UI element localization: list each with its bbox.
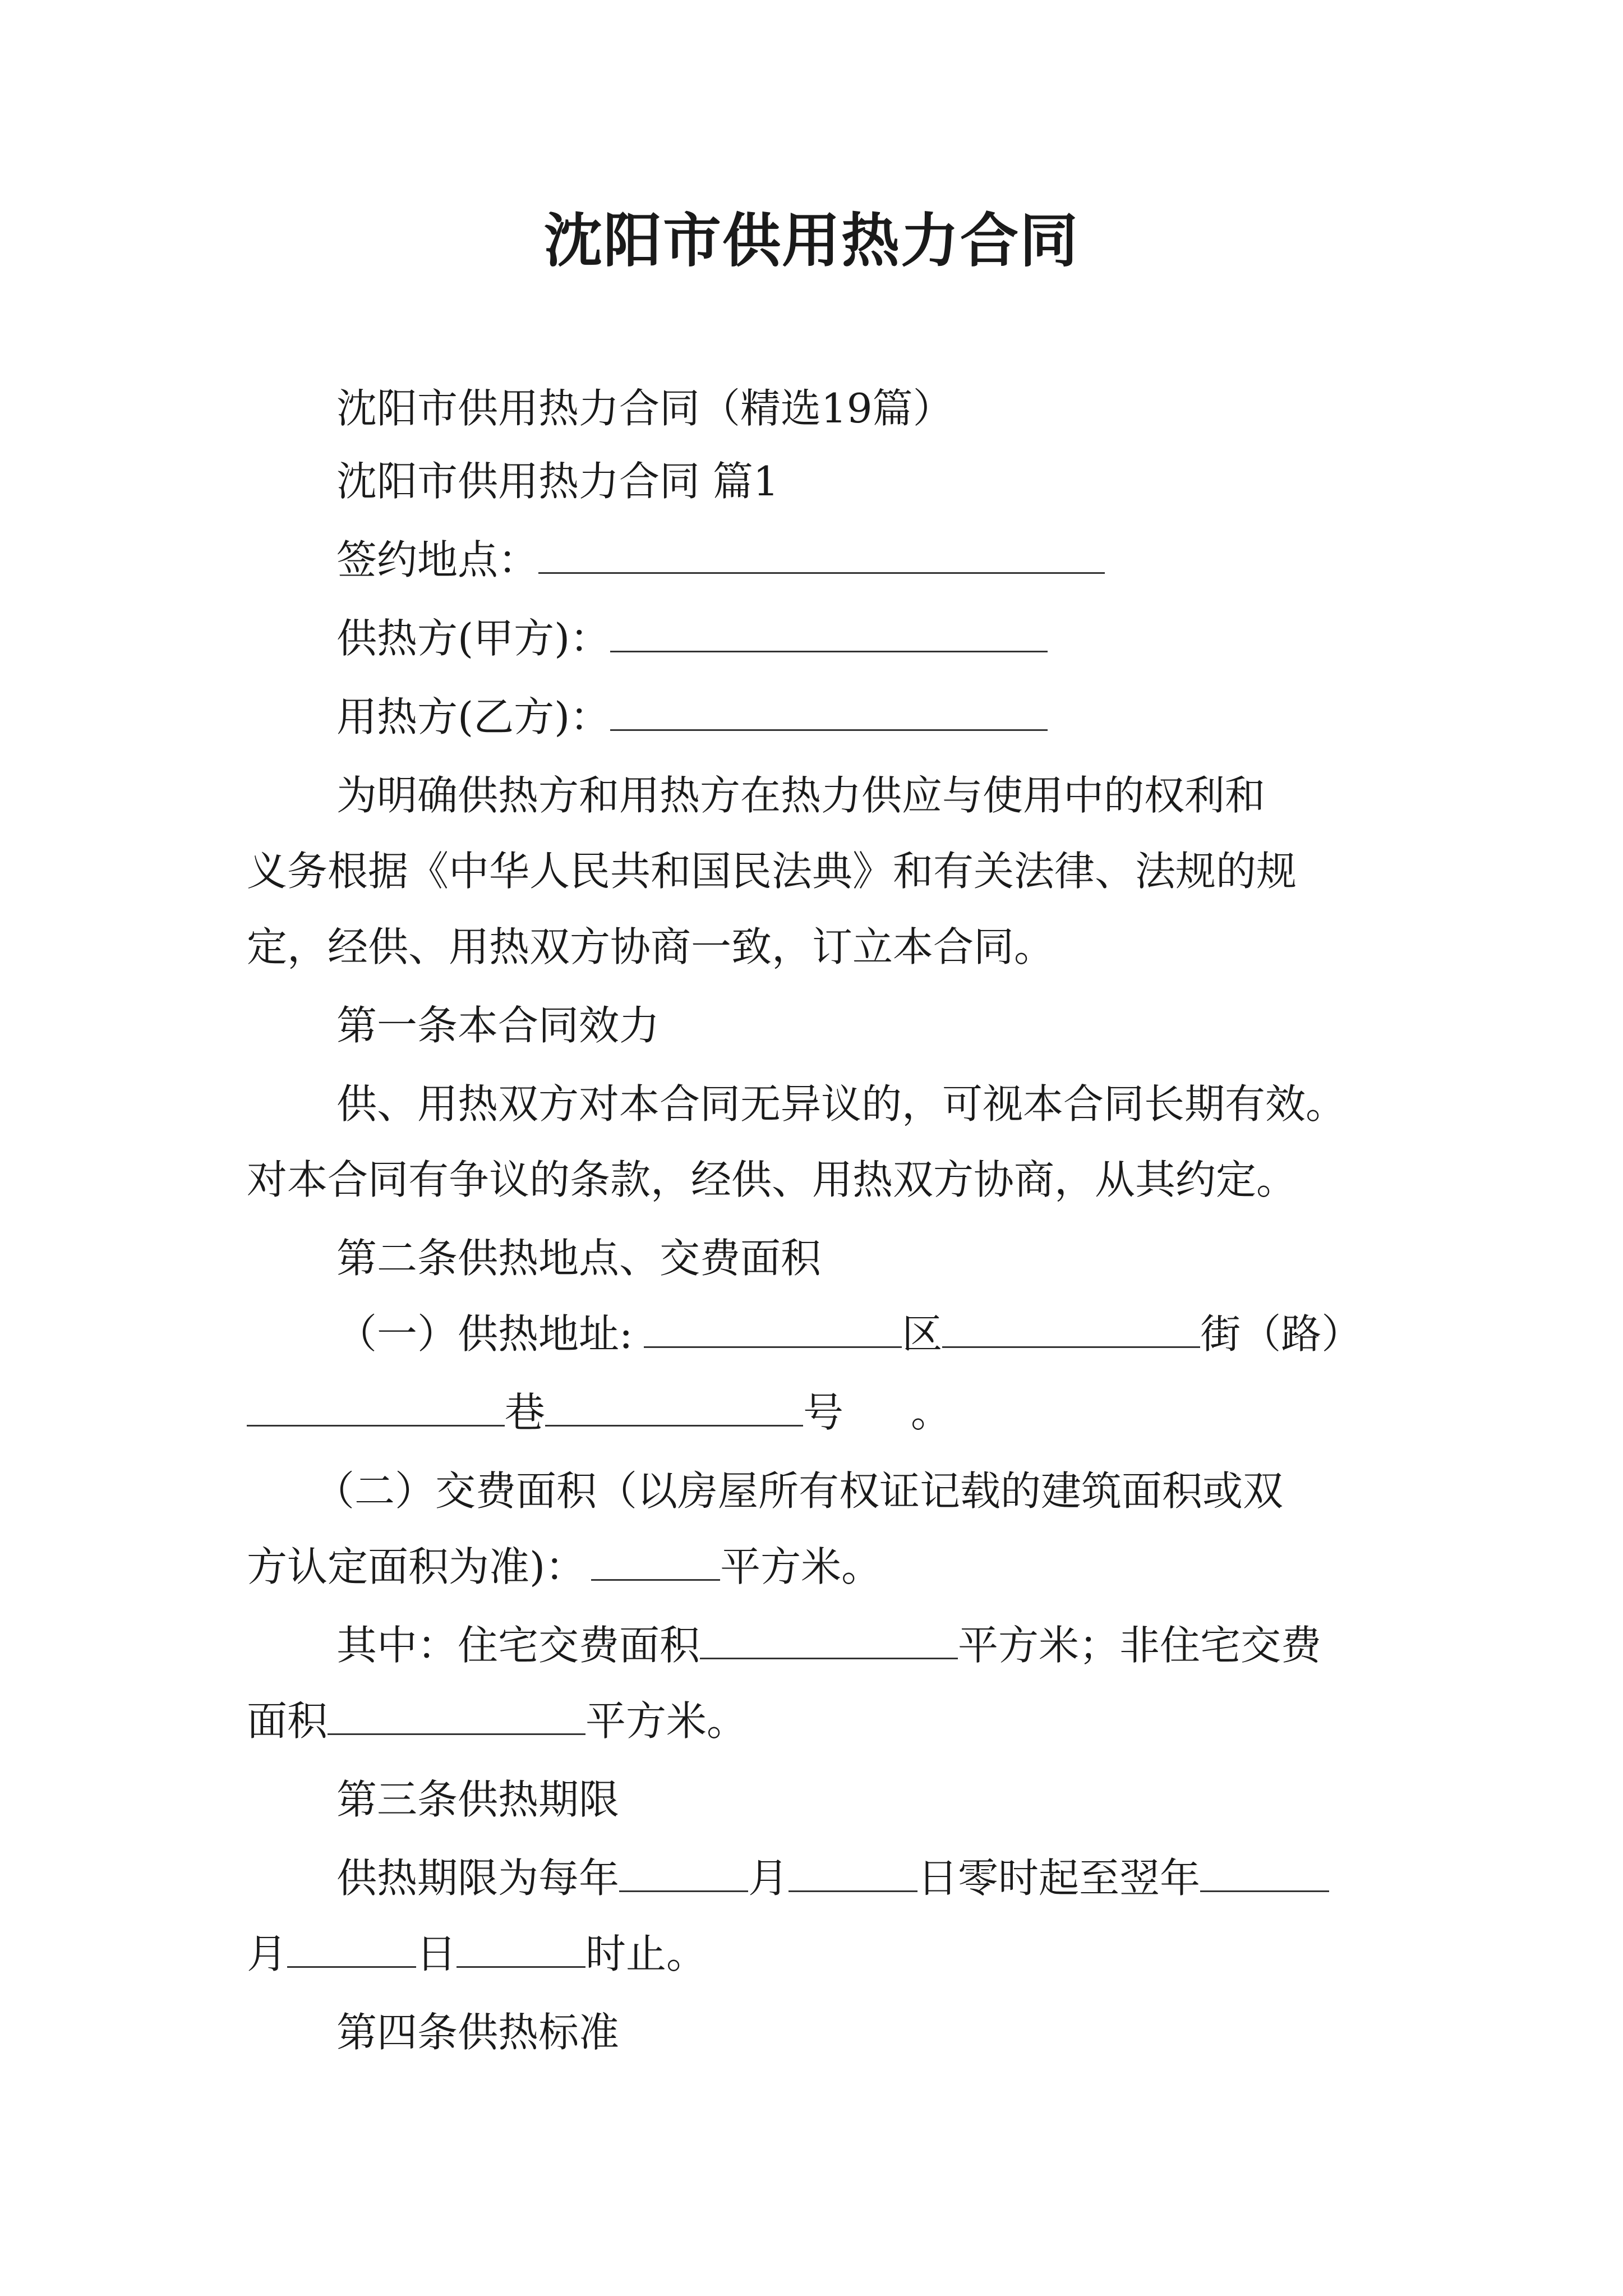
residential-blank: [700, 1621, 958, 1659]
area-text-1: （二）交费面积（以房屋所有权证记载的建筑面积或双: [314, 1467, 1284, 1515]
area-label: 方认定面积为准)：: [247, 1543, 586, 1590]
end-label: 时止。: [585, 1930, 707, 1977]
subtitle-collection: 沈阳市供用热力合同（精选19篇）: [336, 385, 953, 432]
area-unit: 平方米。: [720, 1543, 882, 1590]
district-label: 区: [902, 1310, 943, 1358]
para-purpose-3: 定，经供、用热双方协商一致，订立本合同。: [247, 923, 1055, 970]
end-day-label: 日: [416, 1930, 457, 1977]
subtitle-part: 沈阳市供用热力合同 篇1: [336, 458, 779, 505]
para-purpose-2: 义务根据《中华人民共和国民法典》和有关法律、法规的规: [247, 848, 1297, 895]
end-year-blank: [1200, 1853, 1329, 1892]
residential-unit: 平方米；非住宅交费: [958, 1622, 1322, 1669]
end-month-blank: [287, 1929, 416, 1968]
address-row-1: [336, 1307, 1492, 1361]
sign-place-blank: [538, 535, 1105, 574]
address-period: 。: [911, 1389, 952, 1436]
supplier-blank: [610, 614, 1048, 652]
number-label: 号: [803, 1389, 844, 1436]
nonresidential-unit: 平方米。: [585, 1697, 748, 1745]
address-row-2: [247, 1386, 1402, 1439]
supplier-label: 供热方(甲方)：: [336, 615, 611, 662]
para-purpose-1: 为明确供热方和用热方在热力供应与使用中的权利和: [336, 772, 1266, 819]
term-row-1: [336, 1851, 1492, 1905]
nonresidential-label: 面积: [247, 1697, 328, 1745]
article-1-text-1: 供、用热双方对本合同无异议的，可视本合同长期有效。: [336, 1080, 1347, 1128]
end-day-blank: [457, 1929, 585, 1968]
start-day-label: 日零时起至翌年: [917, 1855, 1201, 1902]
street-label: 街（路）: [1200, 1310, 1362, 1358]
district-blank: [644, 1309, 902, 1348]
article-1-text-2: 对本合同有争议的条款，经供、用热双方协商，从其约定。: [247, 1156, 1297, 1203]
user-blank: [610, 692, 1048, 731]
lane-label: 巷: [505, 1389, 546, 1436]
nonresidential-row: [247, 1694, 1402, 1748]
start-month-label: 月: [748, 1855, 789, 1902]
number-blank: [545, 1388, 803, 1427]
nonresidential-blank: [328, 1696, 585, 1735]
lane-blank: [247, 1388, 505, 1427]
sign-place-row: [336, 533, 1492, 587]
article-4-heading: 第四条供热标准: [336, 2009, 620, 2056]
start-month-blank: [619, 1853, 748, 1892]
residential-row: [336, 1618, 1492, 1672]
supplier-row: [336, 611, 1492, 665]
user-label: 用热方(乙方)：: [336, 693, 611, 740]
residential-label: 其中：住宅交费面积: [336, 1622, 700, 1669]
street-blank: [942, 1309, 1200, 1348]
term-label: 供热期限为每年: [336, 1855, 620, 1902]
user-row: [336, 690, 1492, 744]
area-row-2: [247, 1540, 1402, 1594]
address-label: （一）供热地址:: [336, 1310, 633, 1358]
document-title: 沈阳市供用热力合同: [543, 206, 1079, 275]
start-day-blank: [789, 1853, 917, 1892]
sign-place-label: 签约地点：: [336, 536, 539, 583]
article-1-heading: 第一条本合同效力: [336, 1002, 660, 1049]
article-2-heading: 第二条供热地点、交费面积: [336, 1235, 822, 1282]
area-blank: [591, 1542, 720, 1581]
end-month-label: 月: [247, 1930, 288, 1977]
article-3-heading: 第三条供热期限: [336, 1776, 620, 1823]
term-row-2: [247, 1927, 1402, 1981]
